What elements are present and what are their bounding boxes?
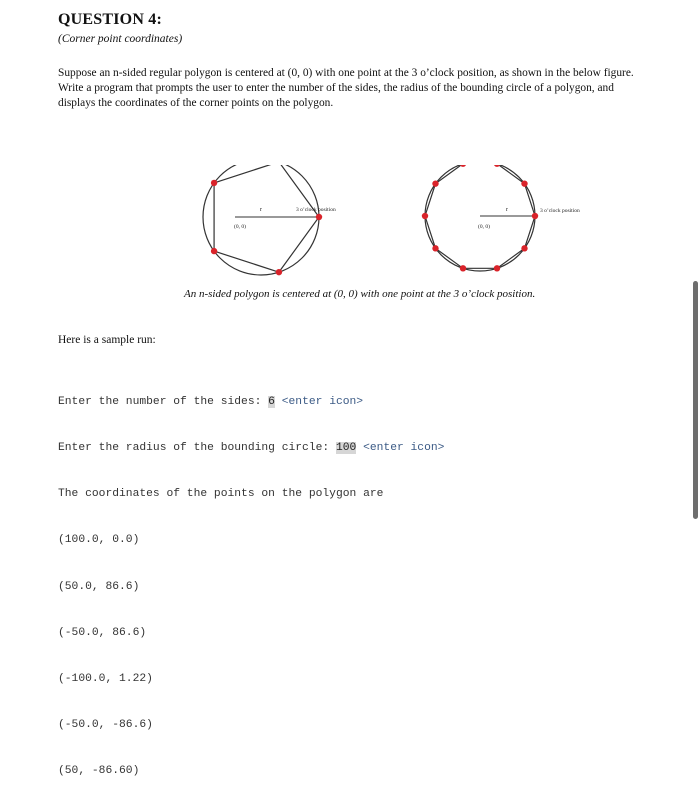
polygon-vertex — [276, 269, 282, 275]
polygon-vertex — [521, 245, 527, 251]
decagon-outline — [425, 165, 535, 268]
coordinate-line: (-50.0, 86.6) — [58, 626, 444, 641]
radius-label: r — [506, 207, 508, 213]
user-input: 100 — [336, 442, 356, 454]
enter-icon: <enter icon> — [282, 396, 363, 408]
polygon-vertex — [494, 265, 500, 271]
vertex-group — [211, 165, 322, 275]
polygon-vertex — [460, 265, 466, 271]
problem-description — [58, 66, 673, 112]
coordinate-line: (100.0, 0.0) — [58, 533, 444, 548]
description-line: displays the coordinates of the corner points on the polygon. — [58, 96, 673, 111]
sample-run-label: Here is a sample run: — [58, 334, 156, 346]
center-label: (0, 0) — [234, 223, 246, 230]
polygon-vertex — [460, 165, 466, 167]
question-subtitle: (Corner point coordinates) — [58, 33, 182, 45]
pentagon-diagram — [203, 165, 336, 275]
figure-caption: An n-sided polygon is centered at (0, 0) with one point at the 3 o’clock position. — [184, 288, 535, 300]
user-input: 6 — [268, 396, 275, 408]
polygon-vertex — [422, 213, 428, 219]
console-line — [58, 395, 444, 410]
radius-label: r — [260, 207, 262, 213]
polygon-vertex — [211, 248, 217, 254]
polygon-vertex — [432, 245, 438, 251]
polygon-figure — [170, 165, 620, 285]
center-label: (0, 0) — [478, 223, 490, 230]
coordinate-line: (-50.0, -86.6) — [58, 718, 444, 733]
coordinate-line: (-100.0, 1.22) — [58, 672, 444, 687]
enter-icon: <enter icon> — [363, 442, 444, 454]
polygon-vertex — [521, 180, 527, 186]
coordinate-line: (50.0, 86.6) — [58, 580, 444, 595]
console-line — [58, 441, 444, 456]
prompt-text: Enter the radius of the bounding circle: — [58, 442, 336, 454]
polygon-vertex — [211, 180, 217, 186]
polygon-vertex — [494, 165, 500, 167]
question-title: QUESTION 4: — [58, 11, 162, 29]
prompt-text: Enter the number of the sides: — [58, 396, 268, 408]
bounding-circle — [425, 165, 535, 271]
position-label: 3 o’clock position — [296, 207, 336, 213]
decagon-diagram — [422, 165, 580, 272]
sample-run-output — [58, 364, 444, 795]
coordinate-line: (50, -86.60) — [58, 764, 444, 779]
description-line: Suppose an n-sided regular polygon is centered at (0, 0) with one point at the 3 o’clock position, as shown in the below figure. — [58, 66, 673, 81]
polygon-vertex — [532, 213, 538, 219]
bounding-circle — [203, 165, 319, 275]
polygon-vertex — [316, 214, 322, 220]
position-label: 3 o’clock position — [540, 208, 580, 214]
vertical-scrollbar[interactable] — [693, 281, 698, 519]
description-line: Write a program that prompts the user to enter the number of the sides, the radius of the bounding circle of a polygon, and — [58, 81, 673, 96]
polygon-vertex — [432, 180, 438, 186]
console-line: The coordinates of the points on the polygon are — [58, 487, 444, 502]
